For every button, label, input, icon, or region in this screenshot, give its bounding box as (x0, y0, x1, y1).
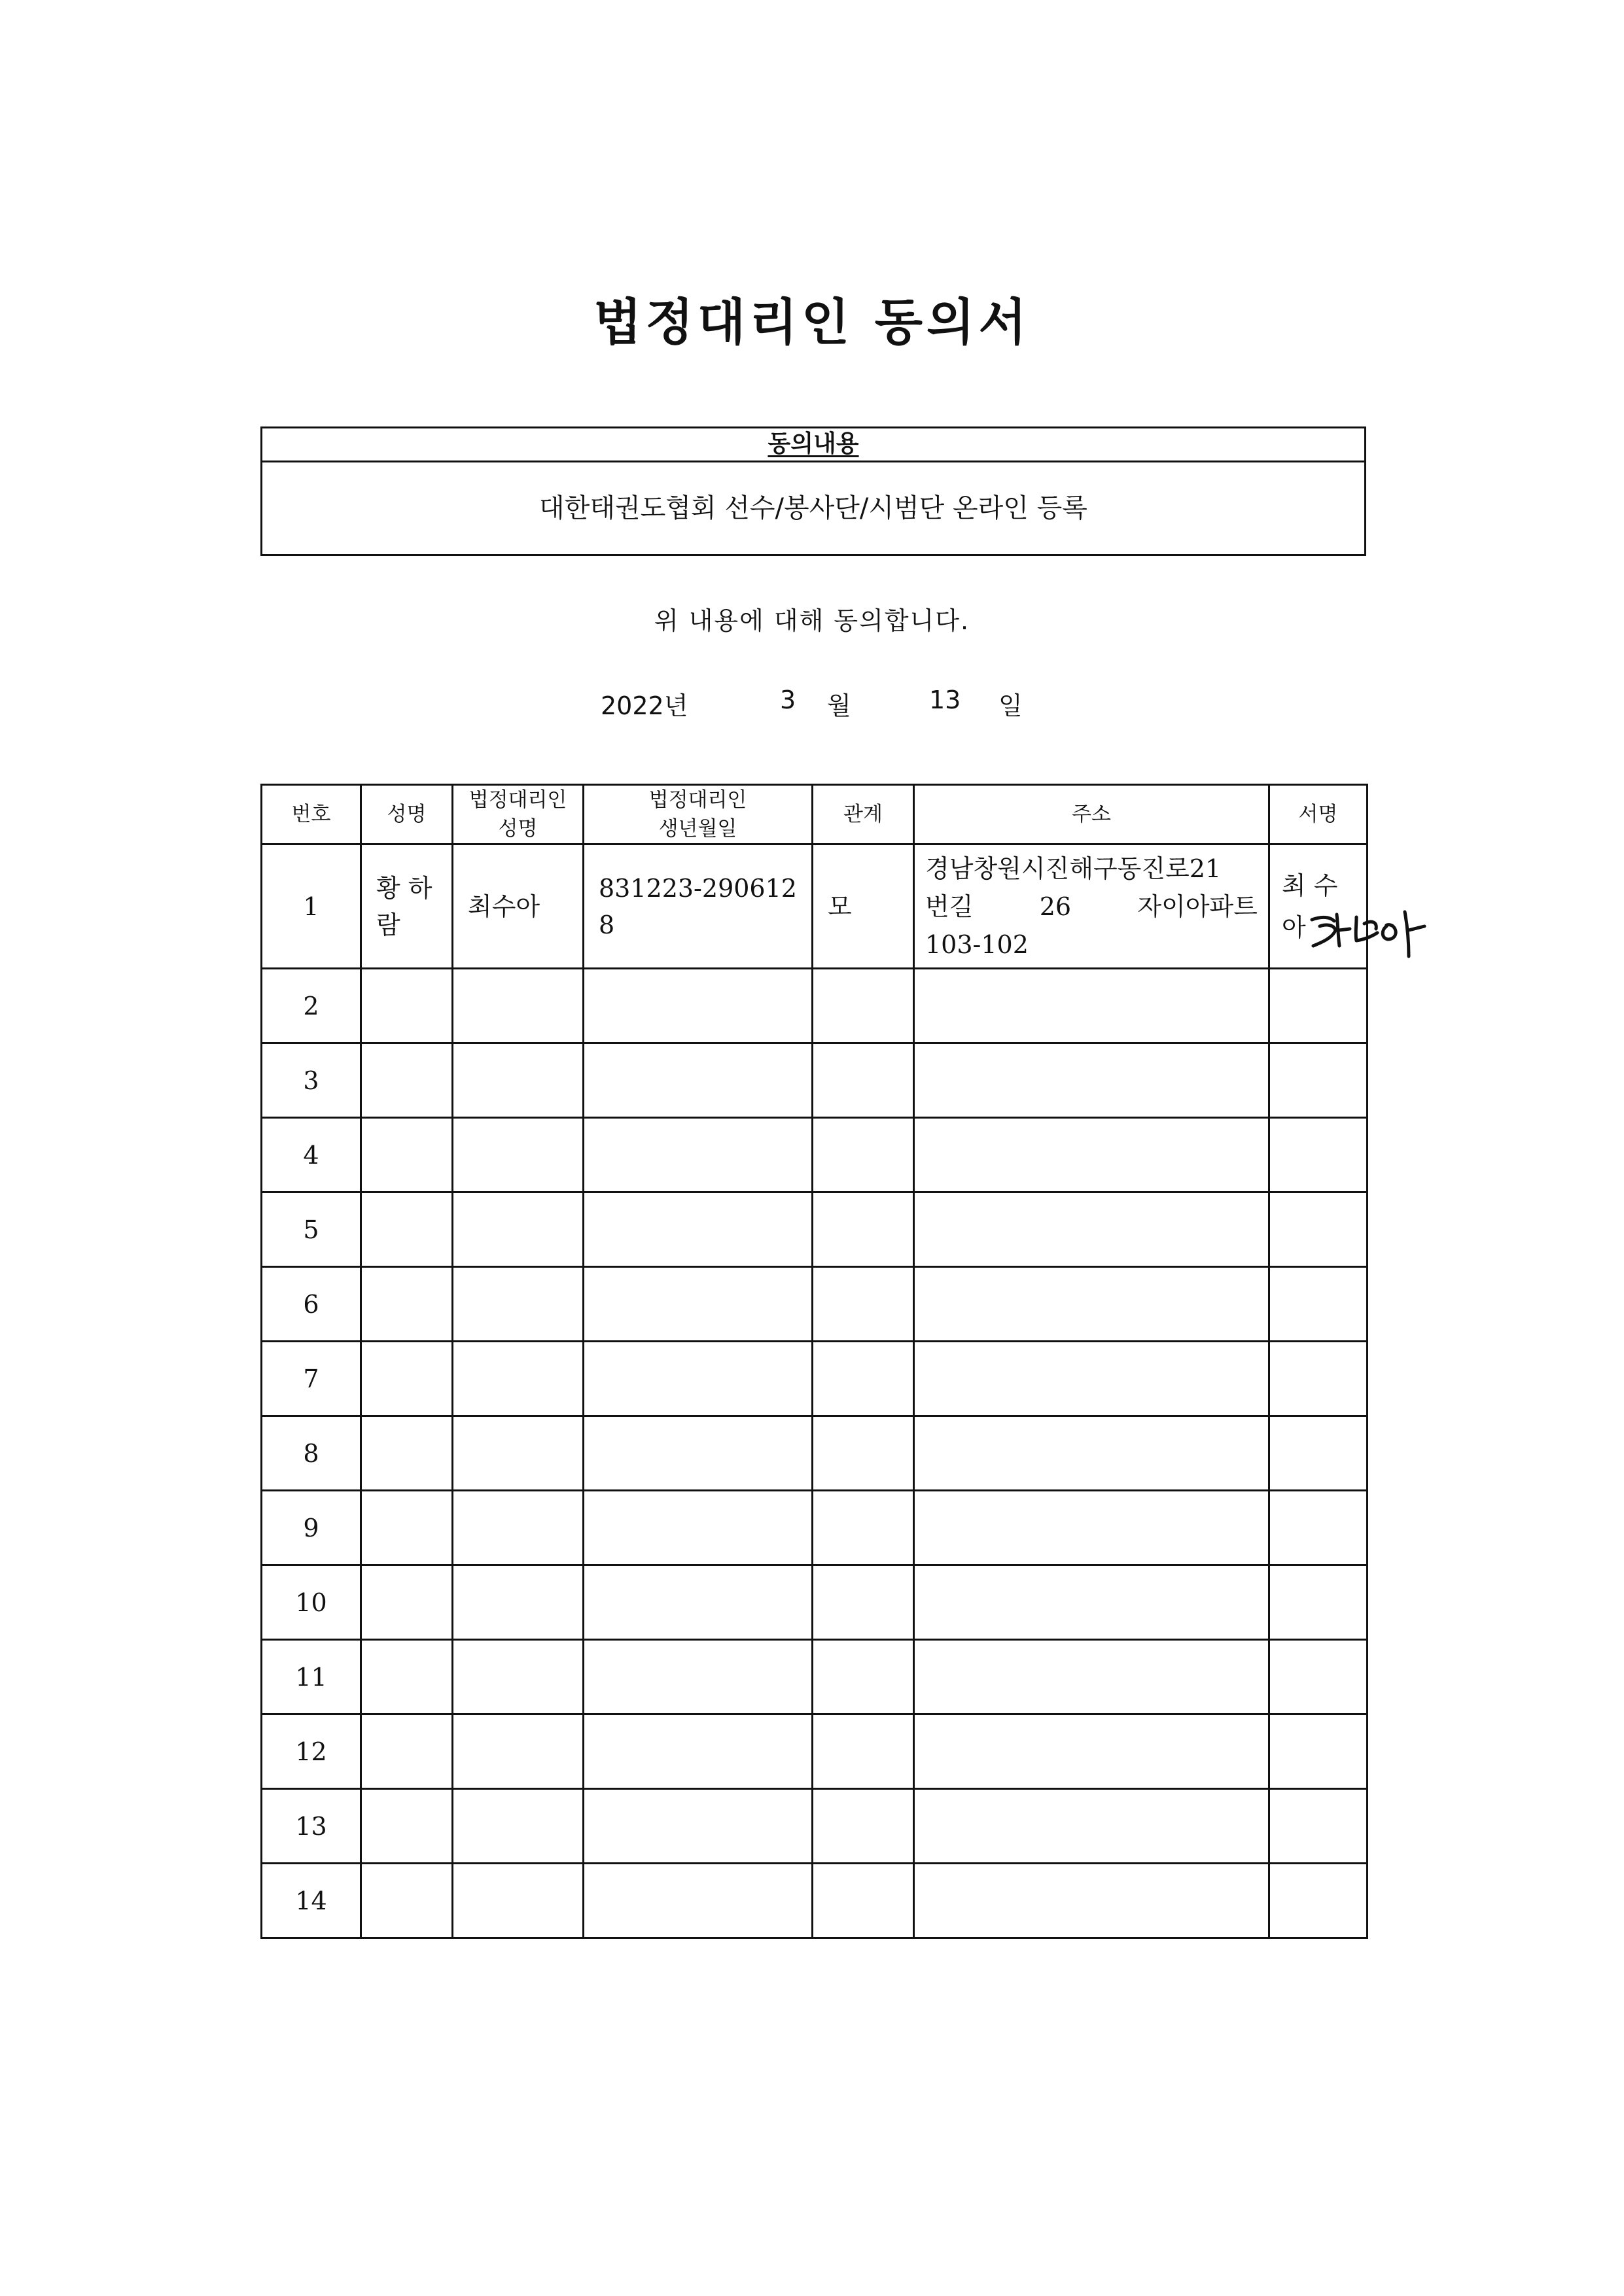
cell-address (914, 1789, 1269, 1864)
table-row (262, 1565, 1368, 1640)
consent-content-header-label: 동의내용 (768, 430, 859, 457)
cell-guardian-name (453, 1118, 584, 1192)
cell-guardian-name (453, 1864, 584, 1938)
cell-relation (813, 1192, 914, 1267)
cell-guardian-name (453, 1043, 584, 1118)
cell-name (361, 1565, 453, 1640)
cell-guardian-name (453, 1640, 584, 1714)
cell-guardian-birth (584, 1864, 813, 1938)
cell-relation (813, 1118, 914, 1192)
cell-guardian-name (453, 1267, 584, 1342)
cell-no: 5 (262, 1192, 361, 1267)
cell-relation (813, 1565, 914, 1640)
date-day-label: 일 (998, 691, 1023, 720)
cell-sign (1269, 1267, 1368, 1342)
cell-guardian-name (453, 1789, 584, 1864)
cell-guardian-name (453, 969, 584, 1043)
cell-guardian-name (453, 1342, 584, 1416)
cell-name (361, 1864, 453, 1938)
header-no: 번호 (262, 785, 361, 844)
cell-guardian-birth (584, 844, 813, 969)
table-row (262, 1714, 1368, 1789)
cell-sign (1269, 844, 1368, 969)
cell-guardian-birth (584, 1267, 813, 1342)
cell-no: 8 (262, 1416, 361, 1491)
cell-sign-line1: 최 수 (1282, 871, 1338, 900)
cell-address (914, 1267, 1269, 1342)
cell-no: 1 (262, 844, 361, 969)
cell-address (914, 844, 1269, 969)
cell-no: 13 (262, 1789, 361, 1864)
cell-sign (1269, 1714, 1368, 1789)
date-month-label: 월 (827, 691, 851, 720)
table-row (262, 1640, 1368, 1714)
table-row (262, 1416, 1368, 1491)
cell-sign (1269, 969, 1368, 1043)
cell-guardian-name: 최수아 (453, 844, 584, 969)
cell-address (914, 969, 1269, 1043)
cell-name (361, 1043, 453, 1118)
cell-name (361, 1640, 453, 1714)
table-header-row (262, 785, 1368, 844)
cell-name (361, 844, 453, 969)
cell-address (914, 1416, 1269, 1491)
cell-no: 10 (262, 1565, 361, 1640)
handwritten-signature (1300, 900, 1457, 959)
cell-name (361, 1789, 453, 1864)
cell-relation (813, 1640, 914, 1714)
cell-no: 11 (262, 1640, 361, 1714)
cell-guardian-birth (584, 1491, 813, 1565)
cell-no: 2 (262, 969, 361, 1043)
header-guardian-name (453, 785, 584, 844)
cell-guardian-birth-line2: 8 (599, 910, 615, 939)
header-relation: 관계 (813, 785, 914, 844)
table-row (262, 1864, 1368, 1938)
cell-name (361, 1714, 453, 1789)
cell-address (914, 1342, 1269, 1416)
cell-no: 4 (262, 1118, 361, 1192)
header-guardian-birth-line1: 법정대리인 (648, 788, 747, 812)
cell-address-line2-part2: 26 (1039, 892, 1072, 921)
table-row (262, 844, 1368, 969)
cell-sign (1269, 1416, 1368, 1491)
table-row (262, 1491, 1368, 1565)
header-name: 성명 (361, 785, 453, 844)
cell-relation (813, 1864, 914, 1938)
cell-name (361, 1118, 453, 1192)
date-year: 2022년 (601, 691, 688, 720)
cell-relation (813, 1267, 914, 1342)
header-sign: 서명 (1269, 785, 1368, 844)
cell-relation (813, 1714, 914, 1789)
cell-relation (813, 969, 914, 1043)
cell-guardian-birth (584, 1043, 813, 1118)
cell-relation (813, 1789, 914, 1864)
cell-sign (1269, 1192, 1368, 1267)
cell-guardian-birth (584, 1416, 813, 1491)
cell-guardian-birth (584, 1640, 813, 1714)
cell-address-line2-part1: 번길 (925, 892, 974, 921)
header-address: 주소 (914, 785, 1269, 844)
cell-guardian-birth (584, 1565, 813, 1640)
cell-no: 9 (262, 1491, 361, 1565)
cell-address (914, 1192, 1269, 1267)
cell-guardian-birth-line1: 831223-290612 (599, 873, 797, 903)
header-guardian-birth (584, 785, 813, 844)
cell-guardian-name (453, 1714, 584, 1789)
cell-address (914, 1640, 1269, 1714)
table-row (262, 1043, 1368, 1118)
cell-sign (1269, 1864, 1368, 1938)
table-row (262, 1789, 1368, 1864)
cell-guardian-birth (584, 1789, 813, 1864)
cell-guardian-birth (584, 969, 813, 1043)
date-month: 3 (780, 686, 796, 714)
cell-sign (1269, 1565, 1368, 1640)
agree-statement: 위 내용에 대해 동의합니다. (654, 606, 970, 635)
header-guardian-name-line2: 성명 (498, 817, 538, 841)
header-guardian-name-line1: 법정대리인 (468, 788, 567, 812)
cell-name-line1: 황 하 (376, 873, 432, 903)
cell-no: 3 (262, 1043, 361, 1118)
cell-address-line2-part3: 자이아파트 (1137, 892, 1258, 921)
cell-address-line1: 경남창원시진해구동진로21 (925, 854, 1222, 883)
cell-address (914, 1565, 1269, 1640)
cell-sign (1269, 1043, 1368, 1118)
guardian-roster-table (260, 784, 1368, 1939)
table-row (262, 1192, 1368, 1267)
cell-name (361, 1342, 453, 1416)
cell-address (914, 1864, 1269, 1938)
consent-content-header (262, 428, 1364, 462)
cell-name (361, 1192, 453, 1267)
table-row (262, 969, 1368, 1043)
document-title: 법정대리인 동의서 (593, 293, 1031, 351)
cell-name (361, 969, 453, 1043)
cell-relation (813, 1491, 914, 1565)
cell-guardian-name (453, 1565, 584, 1640)
date-day: 13 (929, 686, 961, 714)
cell-address (914, 1491, 1269, 1565)
cell-no: 12 (262, 1714, 361, 1789)
table-row (262, 1342, 1368, 1416)
cell-guardian-name (453, 1192, 584, 1267)
cell-name (361, 1267, 453, 1342)
cell-guardian-birth (584, 1714, 813, 1789)
cell-no: 7 (262, 1342, 361, 1416)
cell-address (914, 1714, 1269, 1789)
cell-sign-line2: 아 (1282, 913, 1306, 942)
cell-relation: 모 (813, 844, 914, 969)
cell-guardian-birth (584, 1118, 813, 1192)
cell-name-line2: 람 (376, 910, 400, 939)
cell-guardian-name (453, 1416, 584, 1491)
consent-content-body: 대한태권도협회 선수/봉사단/시범단 온라인 등록 (539, 493, 1087, 523)
cell-address (914, 1043, 1269, 1118)
cell-address-line2 (925, 888, 1258, 926)
cell-guardian-birth (584, 1342, 813, 1416)
table-row (262, 1118, 1368, 1192)
cell-guardian-birth (584, 1192, 813, 1267)
cell-sign (1269, 1640, 1368, 1714)
cell-name (361, 1491, 453, 1565)
cell-sign (1269, 1342, 1368, 1416)
cell-guardian-name (453, 1491, 584, 1565)
consent-content-box (260, 426, 1366, 556)
cell-no: 14 (262, 1864, 361, 1938)
cell-name (361, 1416, 453, 1491)
cell-relation (813, 1043, 914, 1118)
cell-relation (813, 1416, 914, 1491)
header-guardian-birth-line2: 생년월일 (658, 817, 737, 841)
cell-sign (1269, 1789, 1368, 1864)
cell-relation (813, 1342, 914, 1416)
cell-sign (1269, 1118, 1368, 1192)
cell-address-line3: 103-102 (925, 930, 1029, 959)
cell-sign (1269, 1491, 1368, 1565)
cell-no: 6 (262, 1267, 361, 1342)
cell-address (914, 1118, 1269, 1192)
table-row (262, 1267, 1368, 1342)
